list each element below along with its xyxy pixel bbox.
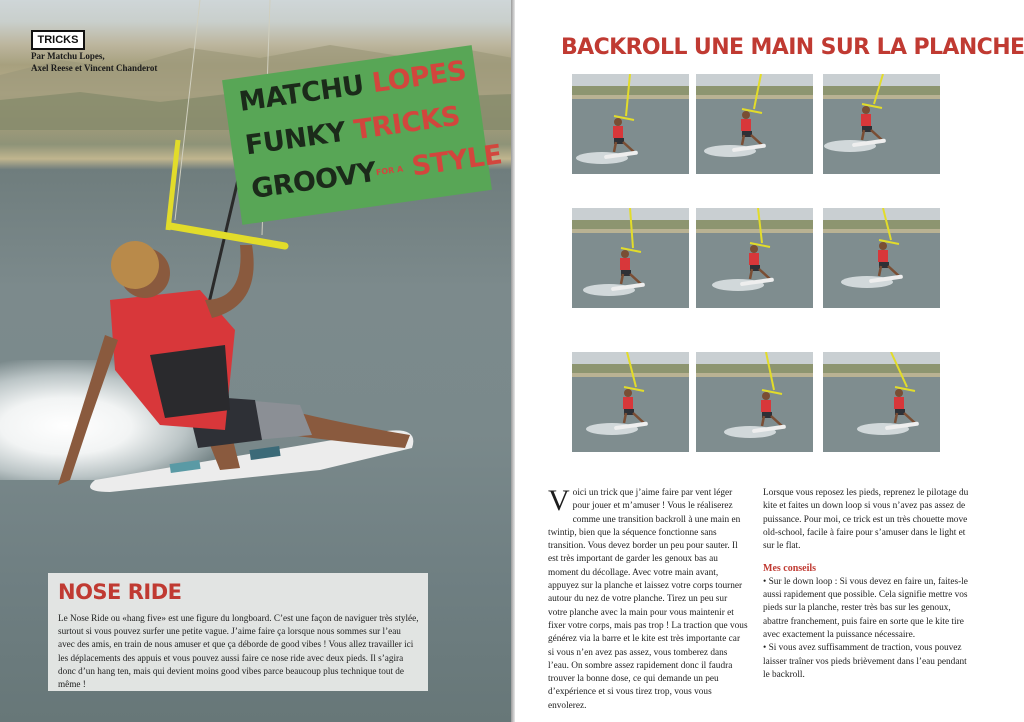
title-word-lopes: LOPES [370, 55, 468, 100]
byline-line-1: Par Matchu Lopes, [31, 51, 105, 61]
section-tag: TRICKS [31, 30, 85, 50]
title-word-style: STYLE [409, 139, 504, 183]
column-2-intro: Lorsque vous reposez les pieds, reprenez le pilotage du kite et faites un down loop si vous n’avez pas assez de puissance. Pour moi, ce trick est un très chouette move old-school, facile à faire pour s’amuser dans le light et sur le flat. [763, 488, 969, 552]
title-word-groovy: GROOVY [249, 156, 379, 206]
title-word-matchu: MATCHU [237, 69, 366, 118]
sequence-photo [823, 208, 940, 308]
title-word-tricks: TRICKS [352, 100, 462, 147]
sequence-photo [696, 74, 813, 174]
sequence-photo [572, 208, 689, 308]
sequence-photo [572, 74, 689, 174]
nose-ride-body: Le Nose Ride ou «hang five» est une figure du longboard. C’est une façon de naviguer très stylée, surtout si vous pouvez surfer une petite vague. J’aime faire ça lorsque nous sommes sur l’eau avec des amis, en train de nous amuser et que ça déborde de good vibes ! Vous allez travailler ici les déplacements des appuis et vous pouvez aussi faire ce nose ride avec deux pieds. Il s’agira donc d’un hang ten, mais qui devient moins good vibes parce beaucoup plus technique tout de même ! [58, 613, 419, 690]
drop-cap: V [548, 484, 570, 517]
title-for-a: FOR A [375, 164, 404, 178]
sequence-photo [823, 74, 940, 174]
sequence-photo [696, 352, 813, 452]
sequence-photo [823, 352, 940, 452]
byline-line-2: Axel Reese et Vincent Chanderot [31, 63, 158, 73]
title-word-funky: FUNKY [243, 116, 348, 162]
article-column-1 [548, 484, 748, 713]
tip-2: • Si vous avez suffisamment de traction, vous pouvez laisser traîner vos pieds brièvement dans l’eau pendant le backroll. [763, 643, 967, 680]
backroll-heading: BACKROLL UNE MAIN SUR LA PLANCHE [561, 35, 1024, 60]
page-spine [511, 0, 515, 722]
column-1-text: oici un trick que j’aime faire par vent léger pour jouer et m’amuser ! Vous le réaliserez comme une transition backroll à une main en twintip, bien que la séquence fonctionne sans transition. Vous devez border un peu pour sauter. Il est très important de garder les genoux bas au moment du décollage. Avec votre main avant, appuyez sur la planche et laissez votre corps tourner autour du nez de votre planche. Tirez un peu sur votre planche avec la main pour vous maintenir et fixer votre corps, mais pas trop ! La traction que vous générez via la barre et le kite est très importante car si vous n’en avez pas assez, vous tomberez dans l’eau. On sombre assez rapidement donc il faudra trouver la bonne dose, ce qui demande un peu d’expérience et si vous tirez trop, vous vous envolerez. [548, 488, 748, 711]
tip-1: • Sur le down loop : Si vous devez en faire un, faites-le aussi rapidement que possible. Cela signifie mettre vos pieds sur la planche, rester très bas sur les genoux, abattre franchement, puis faire en sorte que le kite tire avec exactement la puissance nécessaire. [763, 576, 968, 640]
sequence-photo [572, 352, 689, 452]
nose-ride-heading: NOSE RIDE [58, 580, 182, 604]
nose-ride-box [48, 573, 428, 691]
byline [31, 50, 157, 74]
sequence-photo [696, 208, 813, 308]
tips-heading: Mes conseils [763, 563, 817, 575]
article-column-2 [763, 487, 971, 682]
